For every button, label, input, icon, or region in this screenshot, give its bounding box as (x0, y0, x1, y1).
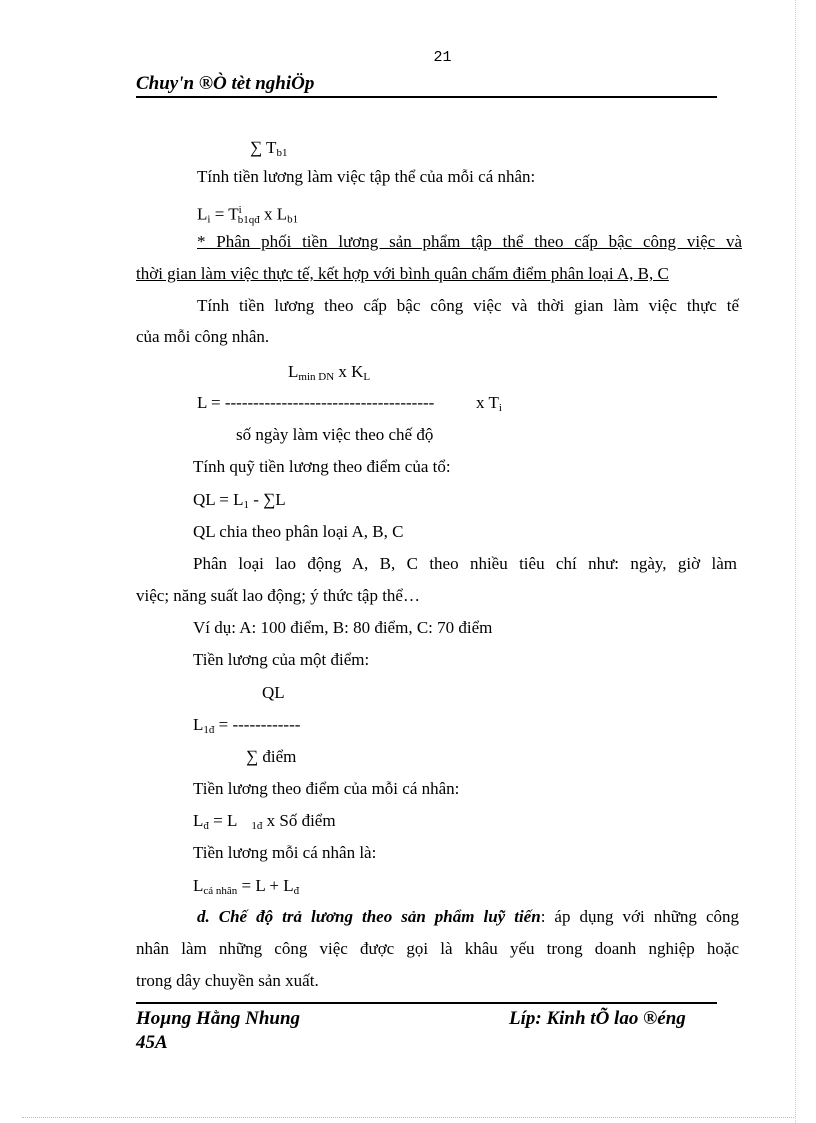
formula-ql-b: - ∑L (249, 490, 286, 509)
formula1-num-b: x K (334, 362, 364, 381)
header-rule (136, 96, 717, 98)
formula1-numerator (288, 360, 370, 384)
formula2-numerator: QL (262, 683, 285, 702)
sum-tb1 (250, 136, 287, 160)
header-title: Chuy'n ®Ò tèt nghiÖp (136, 73, 315, 94)
formula-ql-a-sub: 1 (243, 499, 250, 511)
text-line-11: Phân loại lao động A, B, C theo nhiều tiêu chí như: ngày, giờ làm (193, 554, 737, 573)
formula-li-a: L (197, 204, 208, 224)
formula1-tail (476, 391, 502, 415)
formula-lcn (193, 874, 299, 898)
underlined-heading-2 (136, 262, 669, 286)
formula-li-c-sub: b1 (287, 213, 299, 226)
formula1-denominator: số ngày làm việc theo chế độ (236, 425, 434, 444)
formula2-line (193, 713, 300, 737)
formula-lcn-b: = L + L (237, 876, 294, 895)
formula1-num-a-sub: min DN (298, 371, 335, 383)
text-line-17: Tiền lương mỗi cá nhân là: (193, 843, 377, 862)
formula-li-c: x L (259, 204, 288, 224)
text-line-6: Tính tiền lương theo cấp bậc công việc và thời gian làm việc thực tế (197, 296, 739, 315)
footer-code: 45A (136, 1032, 168, 1053)
formula-ql (193, 488, 286, 512)
page-border-bottom (22, 1117, 794, 1118)
formula2-denominator: ∑ điểm (246, 747, 297, 766)
formula-li-b-sup: i (238, 204, 242, 216)
formula-ld (193, 809, 336, 833)
formula-ld-d: x Số điểm (262, 811, 336, 830)
text-line-8: Tính quỹ tiền lương theo điểm của tổ: (193, 457, 451, 476)
footer-author: Hoµng Hằng Nhung (136, 1008, 301, 1029)
formula1-line: L = ------------------------------------- (197, 393, 435, 412)
formula-ld-b: = L (208, 811, 238, 830)
footer-rule (136, 1002, 717, 1004)
text-line-20: nhân làm những công việc được gọi là khâu yếu trong doanh nghiệp hoặc (136, 939, 739, 958)
sum-tb1-symbol: ∑ T (250, 138, 277, 157)
formula1-tail-a: x T (476, 393, 499, 412)
formula-ql-a: QL = L (193, 490, 244, 509)
formula-ld-c-sub: 1đ (251, 820, 263, 832)
formula-ld-a-sub: đ (203, 820, 209, 832)
text-line-7: của mỗi công nhân. (136, 327, 270, 346)
formula-ld-a: L (193, 811, 204, 830)
formula1-tail-sub: i (498, 402, 502, 414)
text-line-15: Tiền lương theo điểm của mỗi cá nhân: (193, 779, 460, 798)
underlined-heading-1-text: * Phân phối tiền lương sản phẩm tập thể theo cấp bậc công việc và (197, 232, 742, 251)
formula-lcn-a-sub: cá nhân (203, 885, 238, 897)
section-d-rest: : áp dụng với những công (540, 907, 739, 926)
text-line-14: Tiền lương của một điểm: (193, 650, 370, 669)
formula1-num-a: L (288, 362, 299, 381)
text-line-12: việc; năng suất lao động; ý thức tập thể… (136, 586, 420, 605)
page-border-right (795, 0, 796, 1123)
text-line-13: Ví dụ: A: 100 điểm, B: 80 điểm, C: 70 điểm (193, 618, 493, 637)
formula-li-b-sub: b1qđ (237, 213, 260, 226)
formula-li-a-sub: i (207, 213, 211, 226)
underlined-heading-1 (197, 230, 742, 254)
formula-lcn-a: L (193, 876, 204, 895)
text-line-10: QL chia theo phân loại A, B, C (193, 522, 404, 541)
formula-li-b: = T (210, 204, 239, 224)
formula2-line-a-sub: 1đ (203, 724, 215, 736)
text-line-19 (197, 905, 739, 929)
page-number: 21 (433, 49, 452, 66)
footer-class: Líp: Kinh tÕ lao ®éng (509, 1008, 686, 1029)
formula2-line-a: L (193, 715, 204, 734)
sum-tb1-sub: b1 (276, 147, 288, 159)
formula-lcn-b-sub: đ (293, 885, 300, 897)
formula-li (197, 198, 299, 226)
underlined-heading-2-text: thời gian làm việc thực tế, kết hợp với bình quân chấm điểm phân loại A, B, C (136, 264, 669, 283)
section-d-heading: d. Chế độ trả lương theo sản phẩm luỹ tiến (197, 907, 541, 926)
formula2-line-b: = ------------ (214, 715, 301, 734)
formula1-num-b-sub: L (363, 371, 371, 383)
text-line-21: trong dây chuyền sản xuất. (136, 971, 319, 990)
text-line-2: Tính tiền lương làm việc tập thể của mỗi cá nhân: (197, 167, 536, 186)
